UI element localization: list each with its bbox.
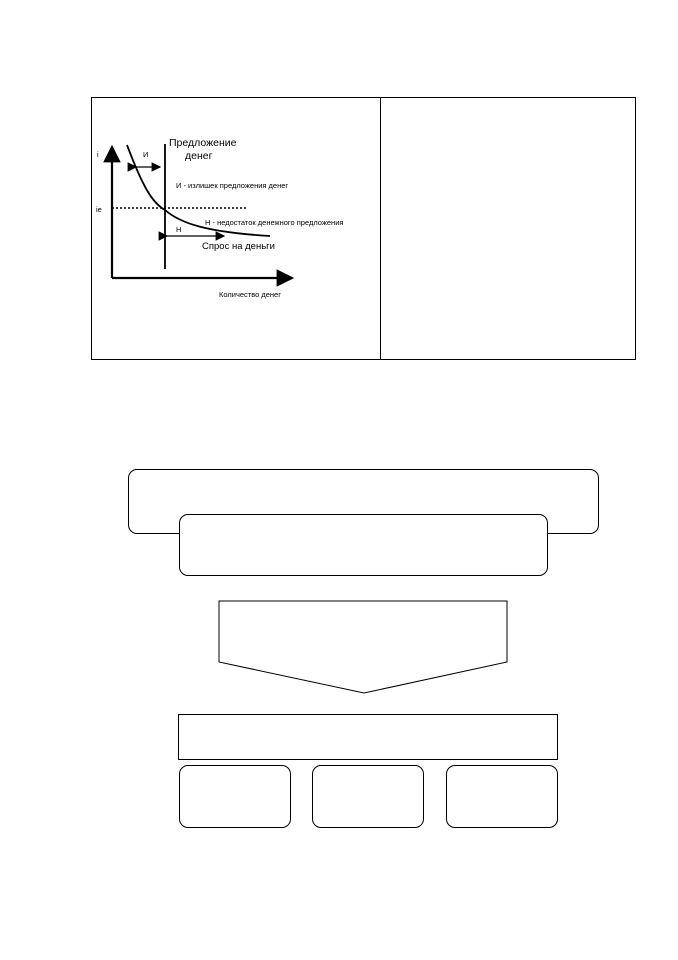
y-axis-label: i — [97, 150, 99, 159]
shortage-legend: Н - недостаток денежного предложения — [205, 218, 344, 227]
arrow-shaped-box — [219, 601, 507, 693]
supply-label-line2: денег — [185, 150, 213, 162]
bottom-box-3 — [446, 765, 558, 828]
top-inner-box — [179, 514, 548, 576]
surplus-legend: И - излишек предложения денег — [176, 181, 289, 190]
supply-label-line1: Предложение — [169, 137, 237, 149]
bottom-box-1 — [179, 765, 291, 828]
x-axis-label: Количество денег — [219, 290, 281, 299]
horizontal-bar-box — [178, 714, 558, 760]
equilibrium-label: ie — [96, 205, 102, 214]
bottom-box-2 — [312, 765, 424, 828]
demand-label: Спрос на деньги — [202, 241, 275, 252]
shortage-arrow-label: Н — [176, 225, 182, 234]
surplus-arrow-label: И — [143, 150, 149, 159]
